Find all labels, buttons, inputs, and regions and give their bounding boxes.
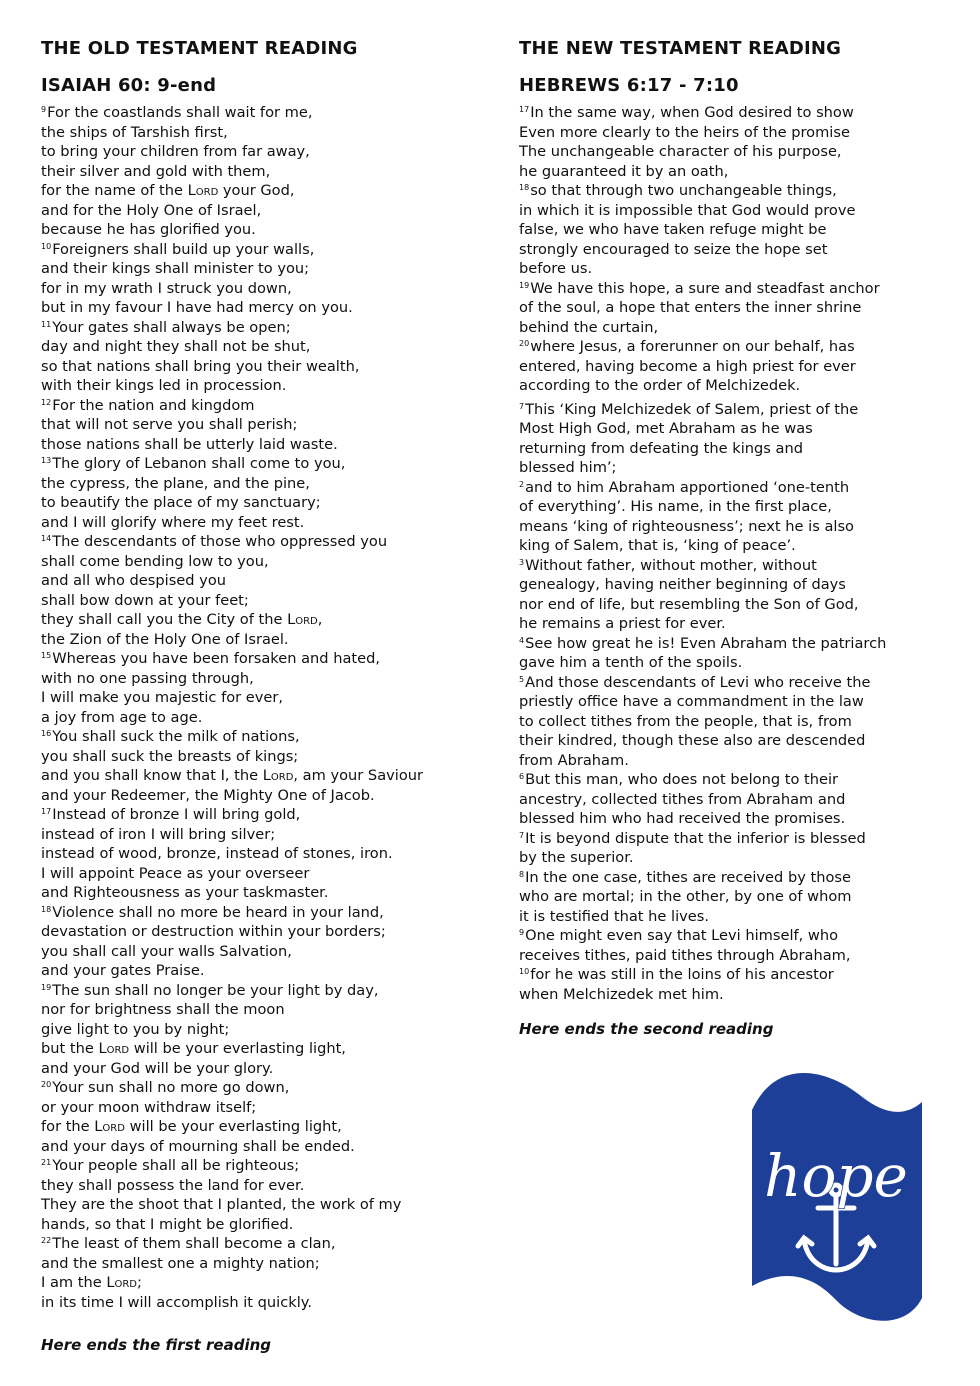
verse-line: $^2$and to him Abraham apportioned ‘one-tenth bbox=[519, 478, 850, 496]
verse-line: I will make you majestic for ever, bbox=[41, 689, 284, 706]
logo-hope-text: hope bbox=[764, 1142, 908, 1210]
verse-line: they shall possess the land for ever. bbox=[41, 1176, 305, 1194]
verse-line: I will appoint Peace as your overseer bbox=[41, 864, 310, 882]
verse-number: 15 bbox=[41, 651, 52, 660]
verse-line: strongly encouraged to seize the hope set bbox=[519, 240, 828, 258]
verse-line: $^7$This ‘King Melchizedek of Salem, priest of the bbox=[519, 400, 859, 418]
verse-line: $^9$For the coastlands shall wait for me, bbox=[41, 104, 313, 121]
verse-line: returning from defeating the kings and bbox=[519, 439, 803, 457]
verse-line: Even more clearly to the heirs of the promise bbox=[519, 123, 850, 141]
verse-number: 20 bbox=[41, 1080, 52, 1089]
verse-line: $^{10}$for he was still in the loins of his ancestor bbox=[519, 966, 834, 983]
verse-line: devastation or destruction within your borders; bbox=[41, 923, 386, 940]
hebrews-7-verse-5 bbox=[519, 673, 939, 771]
verse-line: before us. bbox=[519, 260, 593, 277]
verse-line: $^3$Without father, without mother, without bbox=[519, 556, 817, 574]
verse-number: 20 bbox=[519, 339, 530, 348]
new-testament-heading: THE NEW TESTAMENT READING bbox=[519, 38, 842, 59]
verse-number: 9 bbox=[41, 105, 47, 114]
verse-line: $^{15}$Whereas you have been forsaken and hated, bbox=[41, 650, 380, 667]
verse-line: false, we who have taken refuge might be bbox=[519, 221, 827, 238]
verse-line: of everything’. His name, in the first place, bbox=[519, 498, 832, 515]
verse-line: priestly office have a commandment in the law bbox=[519, 693, 864, 710]
verse-line: means ‘king of righteousness’; next he is also bbox=[519, 517, 854, 535]
hebrews-7-verse-3 bbox=[519, 556, 939, 634]
verse-line: give light to you by night; bbox=[41, 1020, 230, 1038]
verse-line: shall bow down at your feet; bbox=[41, 591, 249, 609]
verse-line: of the soul, a hope that enters the inner shrine bbox=[519, 299, 862, 316]
verse-number: 16 bbox=[41, 729, 52, 738]
verse-line: when Melchizedek met him. bbox=[519, 985, 724, 1003]
verse-line: a joy from age to age. bbox=[41, 708, 203, 726]
isaiah-verse-21 bbox=[41, 1156, 491, 1234]
hebrews-7-verses bbox=[519, 400, 939, 1005]
isaiah-verse-16 bbox=[41, 727, 491, 805]
hebrews-7-verse-8 bbox=[519, 868, 939, 927]
hebrews-6-verse-18 bbox=[519, 181, 939, 279]
verse-line: and your days of mourning shall be ended. bbox=[41, 1137, 355, 1155]
verse-line: receives tithes, paid tithes through Abraham, bbox=[519, 946, 851, 964]
verse-number: 4 bbox=[519, 635, 525, 645]
verse-line: according to the order of Melchizedek. bbox=[519, 377, 801, 394]
first-reading-ending: Here ends the first reading bbox=[41, 1336, 272, 1354]
verse-line: and all who despised you bbox=[41, 572, 227, 589]
isaiah-verse-22 bbox=[41, 1234, 491, 1312]
verse-line: and their kings shall minister to you; bbox=[41, 260, 310, 277]
new-testament-column bbox=[519, 38, 939, 1038]
hebrews-6-verse-19 bbox=[519, 279, 939, 338]
verse-line: $^{19}$We have this hope, a sure and steadfast anchor bbox=[519, 279, 880, 297]
isaiah-verse-13 bbox=[41, 454, 491, 532]
verse-line: or your moon withdraw itself; bbox=[41, 1098, 257, 1116]
verse-line: for the name of the Lord your God, bbox=[41, 182, 295, 199]
hebrews-7-verse-7 bbox=[519, 400, 939, 478]
hebrews-6-verse-20 bbox=[519, 337, 939, 396]
verse-line: and the smallest one a mighty nation; bbox=[41, 1254, 320, 1272]
verse-line: and you shall know that I, the Lord, am your Saviour bbox=[41, 767, 424, 784]
isaiah-verse-11 bbox=[41, 318, 491, 396]
verse-number: 17 bbox=[519, 105, 530, 114]
verse-line: their silver and gold with them, bbox=[41, 162, 271, 180]
isaiah-verses bbox=[41, 103, 491, 1312]
hebrews-7-verse-4 bbox=[519, 634, 939, 673]
verse-number: 21 bbox=[41, 1158, 52, 1167]
hebrews-7-verse-9 bbox=[519, 926, 939, 965]
verse-line: their kindred, though these also are descended bbox=[519, 732, 866, 749]
verse-line: $^{10}$Foreigners shall build up your walls, bbox=[41, 240, 315, 258]
hebrews-6-verses bbox=[519, 103, 939, 396]
verse-line: the cypress, the plane, and the pine, bbox=[41, 474, 310, 492]
verse-line: and your Redeemer, the Mighty One of Jacob. bbox=[41, 786, 375, 804]
second-reading-ending: Here ends the second reading bbox=[519, 1020, 774, 1038]
verse-line: and for the Holy One of Israel, bbox=[41, 201, 262, 219]
verse-line: so that nations shall bring you their wealth, bbox=[41, 357, 360, 375]
verse-number: 11 bbox=[41, 319, 52, 329]
verse-line: $^{17}$In the same way, when God desired to show bbox=[519, 104, 854, 121]
verse-line: genealogy, having neither beginning of days bbox=[519, 576, 846, 593]
verse-line: $^7$It is beyond dispute that the inferior is blessed bbox=[519, 829, 866, 847]
verse-number: 17 bbox=[41, 807, 52, 816]
verse-line: $^{19}$The sun shall no longer be your light by day, bbox=[41, 981, 379, 999]
verse-number: 22 bbox=[41, 1236, 52, 1245]
verse-line: the Zion of the Holy One of Israel. bbox=[41, 630, 289, 648]
verse-line: to collect tithes from the people, that is, from bbox=[519, 712, 852, 730]
verse-line: by the superior. bbox=[519, 849, 634, 866]
verse-line: $^{11}$Your gates shall always be open; bbox=[41, 318, 291, 336]
verse-number: 3 bbox=[519, 557, 525, 567]
verse-line: They are the shoot that I planted, the work of my bbox=[41, 1196, 402, 1213]
verse-line: you shall call your walls Salvation, bbox=[41, 942, 292, 960]
verse-line: those nations shall be utterly laid waste. bbox=[41, 435, 338, 453]
hebrews-7-verse-2 bbox=[519, 478, 939, 556]
verse-line: because he has glorified you. bbox=[41, 221, 256, 238]
verse-line: and I will glorify where my feet rest. bbox=[41, 513, 305, 531]
verse-line: he remains a priest for ever. bbox=[519, 615, 726, 632]
verse-line: for in my wrath I struck you down, bbox=[41, 279, 292, 297]
verse-number: 7 bbox=[519, 830, 525, 840]
verse-line: $^{20}$Your sun shall no more go down, bbox=[41, 1079, 290, 1096]
verse-line: king of Salem, that is, ‘king of peace’. bbox=[519, 537, 796, 554]
verse-number: 14 bbox=[41, 534, 52, 543]
verse-line: $^6$But this man, who does not belong to their bbox=[519, 771, 839, 788]
verse-number: 10 bbox=[519, 967, 530, 976]
verse-number: 7 bbox=[519, 401, 525, 411]
verse-number: 10 bbox=[41, 241, 52, 251]
verse-number: 19 bbox=[519, 280, 530, 290]
verse-line: in which it is impossible that God would prove bbox=[519, 201, 856, 219]
verse-number: 13 bbox=[41, 456, 52, 465]
verse-line: in its time I will accomplish it quickly. bbox=[41, 1293, 312, 1311]
verse-line: I am the Lord; bbox=[41, 1274, 142, 1291]
verse-line: with their kings led in procession. bbox=[41, 377, 287, 394]
verse-line: blessed him who had received the promises. bbox=[519, 810, 846, 827]
verse-line: instead of wood, bronze, instead of stones, iron. bbox=[41, 845, 393, 862]
hebrews-7-verse-10 bbox=[519, 965, 939, 1004]
verse-line: $^{13}$The glory of Lebanon shall come to you, bbox=[41, 455, 346, 472]
verse-line: behind the curtain, bbox=[519, 318, 659, 336]
verse-line: you shall suck the breasts of kings; bbox=[41, 747, 299, 765]
verse-line: to beautify the place of my sanctuary; bbox=[41, 494, 321, 511]
verse-line: they shall call you the City of the Lord, bbox=[41, 611, 323, 628]
verse-line: with no one passing through, bbox=[41, 669, 254, 687]
verse-line: he guaranteed it by an oath, bbox=[519, 162, 729, 180]
verse-line: $^{18}$so that through two unchangeable things, bbox=[519, 182, 837, 199]
verse-line: $^{17}$Instead of bronze I will bring gold, bbox=[41, 806, 301, 823]
verse-line: to bring your children from far away, bbox=[41, 143, 310, 160]
verse-line: blessed him’; bbox=[519, 459, 617, 476]
old-testament-column bbox=[41, 38, 491, 1354]
isaiah-verse-12 bbox=[41, 396, 491, 455]
isaiah-verse-18 bbox=[41, 903, 491, 981]
verse-line: nor end of life, but resembling the Son of God, bbox=[519, 595, 859, 613]
verse-number: 6 bbox=[519, 772, 525, 781]
verse-line: $^{14}$The descendants of those who oppressed you bbox=[41, 533, 388, 550]
verse-line: from Abraham. bbox=[519, 751, 629, 769]
isaiah-verse-10 bbox=[41, 240, 491, 318]
verse-line: $^{18}$Violence shall no more be heard in your land, bbox=[41, 903, 384, 921]
verse-line: but the Lord will be your everlasting light, bbox=[41, 1040, 346, 1057]
verse-line: who are mortal; in the other, by one of whom bbox=[519, 888, 852, 905]
verse-line: hands, so that I might be glorified. bbox=[41, 1215, 294, 1233]
verse-line: shall come bending low to you, bbox=[41, 552, 269, 570]
verse-line: The unchangeable character of his purpose, bbox=[519, 143, 842, 160]
verse-line: the ships of Tarshish first, bbox=[41, 123, 228, 141]
verse-line: it is testified that he lives. bbox=[519, 907, 709, 925]
hope-logo bbox=[746, 1068, 924, 1322]
verse-line: $^{20}$where Jesus, a forerunner on our behalf, has bbox=[519, 338, 855, 355]
verse-number: 5 bbox=[519, 674, 525, 684]
verse-line: $^{21}$Your people shall all be righteous; bbox=[41, 1157, 300, 1174]
verse-line: and Righteousness as your taskmaster. bbox=[41, 884, 329, 901]
verse-number: 18 bbox=[519, 183, 530, 192]
verse-line: $^{16}$You shall suck the milk of nations, bbox=[41, 728, 300, 745]
isaiah-reference: ISAIAH 60: 9-end bbox=[41, 75, 217, 96]
verse-number: 19 bbox=[41, 982, 52, 992]
verse-line: that will not serve you shall perish; bbox=[41, 416, 298, 433]
isaiah-verse-20 bbox=[41, 1078, 491, 1156]
verse-line: entered, having become a high priest for ever bbox=[519, 357, 856, 375]
verse-number: 8 bbox=[519, 869, 525, 879]
verse-line: gave him a tenth of the spoils. bbox=[519, 654, 743, 671]
hebrews-7-verse-7 bbox=[519, 829, 939, 868]
verse-line: $^{22}$The least of them shall become a clan, bbox=[41, 1235, 336, 1252]
verse-line: $^5$And those descendants of Levi who receive the bbox=[519, 673, 871, 691]
hebrews-7-verse-6 bbox=[519, 770, 939, 829]
verse-number: 9 bbox=[519, 928, 525, 937]
verse-line: instead of iron I will bring silver; bbox=[41, 825, 276, 843]
verse-number: 12 bbox=[41, 397, 52, 407]
verse-line: day and night they shall not be shut, bbox=[41, 338, 311, 355]
isaiah-verse-9 bbox=[41, 103, 491, 240]
verse-line: and your God will be your glory. bbox=[41, 1059, 274, 1077]
verse-line: ancestry, collected tithes from Abraham and bbox=[519, 790, 846, 808]
verse-line: Most High God, met Abraham as he was bbox=[519, 420, 813, 437]
isaiah-verse-14 bbox=[41, 532, 491, 649]
hebrews-6-verse-17 bbox=[519, 103, 939, 181]
verse-line: $^{12}$For the nation and kingdom bbox=[41, 396, 255, 414]
verse-line: nor for brightness shall the moon bbox=[41, 1001, 285, 1018]
verse-line: $^9$One might even say that Levi himself, who bbox=[519, 927, 839, 944]
verse-number: 2 bbox=[519, 479, 525, 489]
isaiah-verse-19 bbox=[41, 981, 491, 1079]
old-testament-heading: THE OLD TESTAMENT READING bbox=[41, 38, 358, 59]
verse-line: for the Lord will be your everlasting light, bbox=[41, 1118, 342, 1135]
verse-line: but in my favour I have had mercy on you. bbox=[41, 299, 353, 316]
isaiah-verse-15 bbox=[41, 649, 491, 727]
verse-number: 18 bbox=[41, 904, 52, 914]
isaiah-verse-17 bbox=[41, 805, 491, 903]
verse-line: $^4$See how great he is! Even Abraham the patriarch bbox=[519, 634, 887, 652]
verse-line: and your gates Praise. bbox=[41, 962, 205, 979]
hebrews-reference: HEBREWS 6:17 - 7:10 bbox=[519, 75, 739, 96]
verse-line: $^8$In the one case, tithes are received by those bbox=[519, 868, 851, 886]
